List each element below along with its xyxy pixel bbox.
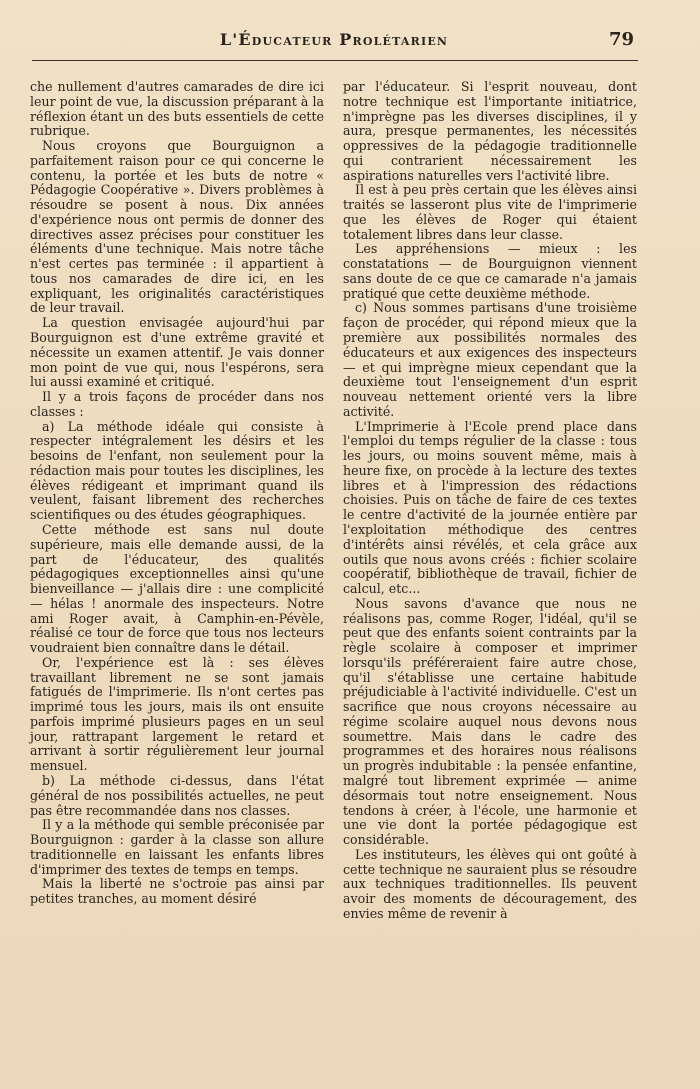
paragraph: L'Imprimerie à l'Ecole prend place dans l'emploi du temps régulier de la classe : tous les jours, ou moins souvent même, mais à heure fixe, on procède à la lecture des textes libres et à l'impression des rédactions choisies. Puis on tâche de faire de ces textes le centre d'activité de la journée entière par l'exploitation méthodique des centres d'intérêts ainsi révélés, et cela grâce aux outils que nous avons créés : fichier scolaire coopératif, bibliothèque de travail, fichier de calcul, etc...	[343, 418, 637, 597]
page-header	[32, 30, 636, 58]
page-number: 79	[608, 29, 634, 50]
paragraph: c) Nous sommes partisans d'une troisième façon de procéder, qui répond mieux que la première aux possibilités normales des éducateurs et aux exigences des inspecteurs — et qui imprègne mieux cependant que la deuxième tout l'enseignement d'un esprit nouveau nettement orienté vers la libre activité.	[343, 300, 637, 419]
right-column	[343, 80, 637, 922]
running-title: L'Éducateur Prolétarien	[219, 30, 449, 49]
paragraph: Il y a trois façons de procéder dans nos classes :	[30, 389, 324, 419]
header-rule	[32, 60, 638, 61]
paragraph: a) La méthode idéale qui consiste à respecter intégralement les désirs et les besoins de l'enfant, non seulement pour la rédaction mais pour toutes les disciplines, les élèves rédigeant et imprimant quand ils veulent, faisant librement des recherches scientifiques ou des études géographiques.	[30, 418, 324, 523]
paragraph: Il y a la méthode qui semble préconisée par Bourguignon : garder à la classe son allure traditionnelle en laissant les enfants libres d'imprimer des textes de temps en temps.	[30, 817, 324, 877]
paragraph: Les instituteurs, les élèves qui ont goûté à cette technique ne sauraient plus se résoudre aux techniques traditionnelles. Ils peuvent avoir des moments de découragement, des envies même de revenir à	[343, 846, 637, 921]
left-column	[30, 80, 324, 907]
paragraph: Mais la liberté ne s'octroie pas ainsi par petites tranches, au moment désiré	[30, 876, 324, 907]
paragraph: La question envisagée aujourd'hui par Bourguignon est d'une extrême gravité et nécessite un examen attentif. Je vais donner mon point de vue qui, nous l'espérons, sera lui aussi examiné et critiqué.	[30, 315, 324, 390]
paragraph: Nous savons d'avance que nous ne réalisons pas, comme Roger, l'idéal, qu'il se peut que des enfants soient contraints par la règle scolaire à composer et imprimer lorsqu'ils préféreraient faire autre chose, qu'il s'établisse une certaine habitude préjudiciable à l'activité individuelle. C'est un sacrifice que nous croyons nécessaire au régime scolaire auquel nous devons nous soumettre. Mais dans le cadre des programmes et des horaires nous réalisons un progrès indubitable : la pensée enfantine, malgré tout librement exprimée — anime désormais tout notre enseignement. Nous tendons à créer, à l'école, une harmonie et une vie dont la portée pédagogique est considérable.	[343, 595, 637, 848]
paragraph: Il est à peu près certain que les élèves ainsi traités se lasseront plus vite de l'imprimerie que les élèves de Roger qui étaient totalement libres dans leur classe.	[343, 182, 637, 242]
paragraph: Les appréhensions — mieux : les constatations — de Bourguignon viennent sans doute de ce que ce camarade n'a jamais pratiqué que cette deuxième méthode.	[343, 241, 637, 301]
paragraph: che nullement d'autres camarades de dire ici leur point de vue, la discussion préparant à la réflexion étant un des buts essentiels de cette rubrique.	[30, 79, 324, 139]
paragraph: b) La méthode ci-dessus, dans l'état général de nos possibilités actuelles, ne peut pas être recommandée dans nos classes.	[30, 772, 324, 818]
paragraph: par l'éducateur. Si l'esprit nouveau, dont notre technique est l'importante initiatrice, n'imprègne pas les diverses disciplines, il y aura, presque permanentes, les nécessités oppressives de la pédagogie traditionnelle qui contrarient nécessairement les aspirations naturelles vers l'activité libre.	[343, 79, 637, 183]
paragraph: Cette méthode est sans nul doute supérieure, mais elle demande aussi, de la part de l'éducateur, des qualités pédagogiques exceptionnelles ainsi qu'une bienveillance — j'allais dire : une complicité — hélas ! anormale des inspecteurs. Notre ami Roger avait, à Camphin-en-Pévèle, réalisé ce tour de force que tous nos lecteurs voudraient bien connaître dans le détail.	[30, 521, 324, 656]
paragraph: Nous croyons que Bourguignon a parfaitement raison pour ce qui concerne le contenu, la portée et les buts de notre « Pédagogie Coopérative ». Divers problèmes à résoudre se posent à nous. Dix années d'expérience nous ont permis de donner des directives assez précises pour constituer les éléments d'une technique. Mais notre tâche n'est certes pas terminée : il appartient à tous nos camarades de dire ici, en les expliquant, les originalités caractéristiques de leur travail.	[30, 138, 324, 316]
paragraph: Or, l'expérience est là : ses élèves travaillant librement ne se sont jamais fatigués de l'imprimerie. Ils n'ont certes pas imprimé tous les jours, mais ils ont ensuite parfois imprimé plusieurs pages en un seul jour, rattrapant largement le retard et arrivant à sortir régulièrement leur journal mensuel.	[30, 654, 324, 774]
